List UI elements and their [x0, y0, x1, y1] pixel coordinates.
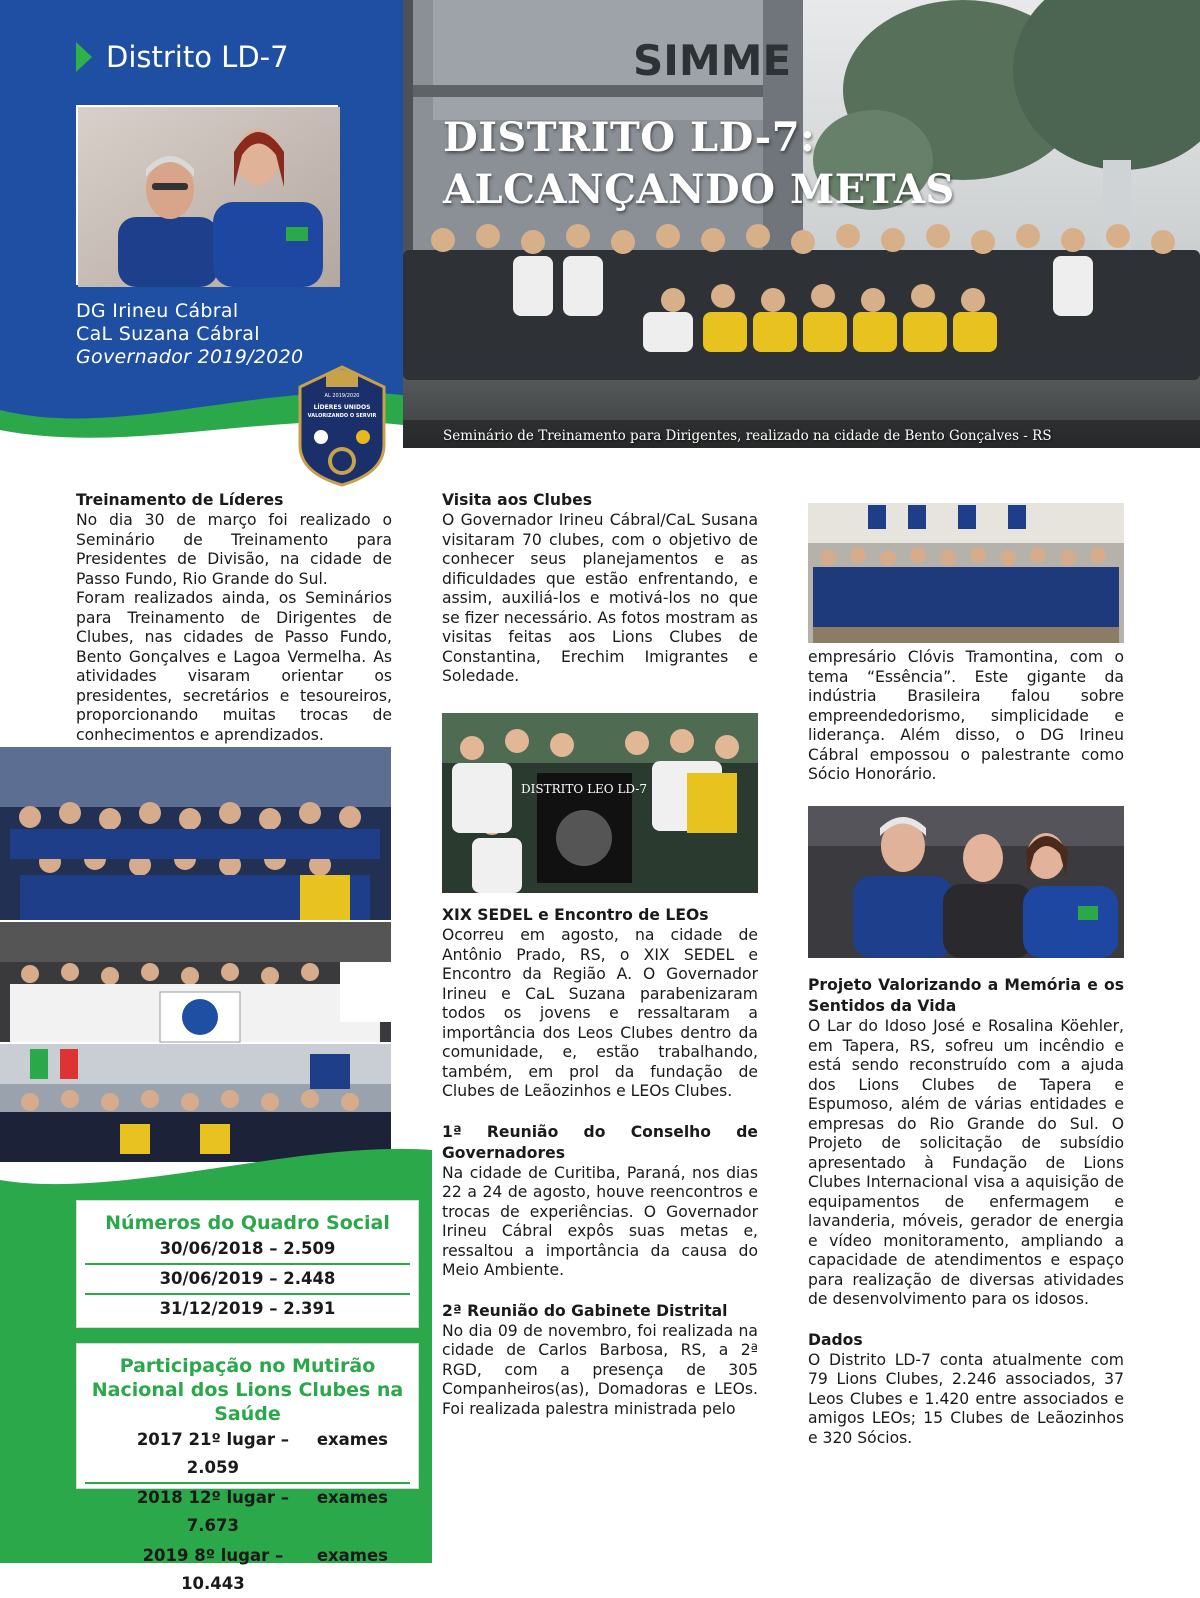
spouse-name: CaL Suzana Cábral: [76, 323, 260, 345]
hero-caption: Seminário de Treinamento para Dirigentes, realizado na cidade de Bento Gonçalves - RS: [443, 428, 1052, 444]
mutirao-row-unit: exames: [316, 1546, 388, 1565]
photo-training-group-1: [0, 747, 391, 920]
photo-training-group-2: [0, 922, 391, 1042]
quadro-social-row: 30/06/2019 – 2.448: [85, 1265, 410, 1295]
text-sedel: Ocorreu em agosto, na cidade de Antônio Prado, RS, o XIX SEDEL e Encontro da Região A. O Governador Irineu e CaL Suzana parabenizaram todos os jovens e ressaltaram a importância dos Leos Clubes dentro da comunidade, e, estão trabalhando, também, em prol da fundação de Clubes de Leãozinhos e LEOs Clubes.: [442, 926, 758, 1100]
page-title-line2: ALCANÇANDO METAS: [443, 166, 955, 213]
text-projeto: O Lar do Idoso José e Rosalina Köehler, em Tapera, RS, sofreu um incêndio e está sendo reconstruído com a ajuda dos Lions Clubes de Tapera e Espumoso, além de várias entidades e empresas do Rio Grande do Sul. O Projeto de solicitação de subsídio apresentado à Fundação de Lions Clubes Internacional visa a aquisição de equipamentos de enfermagem e lavanderia, móveis, gerador de energia e vídeo monitoramento, ampliando a capacidade de atendimentos e espaço para realização de diversas atividades de desenvolvimento para os idosos.: [808, 1017, 1124, 1308]
badge-year: AL 2019/2020: [324, 393, 360, 399]
governor-role: Governador 2019/2020: [76, 346, 304, 368]
badge-motto-1: LÍDERES UNIDOS: [313, 404, 371, 411]
text-reuniao-conselho: Na cidade de Curitiba, Paraná, nos dias 22 a 24 de agosto, houve reencontros e trocas de experiências. O Governador Irineu Cábral expôs suas metas e, ressaltou a importância da causa do Meio Ambiente.: [442, 1163, 758, 1279]
badge-motto-2: VALORIZANDO O SERVIR: [307, 413, 377, 419]
heading-reuniao-gabinete: 2ª Reunião do Gabinete Distrital: [442, 1301, 728, 1320]
quadro-social-box: [76, 1200, 419, 1328]
mutirao-row: [85, 1484, 410, 1542]
column-middle-top: [442, 490, 758, 687]
mutirao-row-label: 2017 21º lugar – 2.059: [136, 1430, 289, 1477]
governor-portrait-photo: [76, 105, 338, 285]
heading-sedel: XIX SEDEL e Encontro de LEOs: [442, 906, 709, 924]
mutirao-row: [85, 1426, 410, 1484]
mutirao-row-unit: exames: [316, 1430, 388, 1449]
mutirao-box: [76, 1343, 419, 1593]
text-palestra-continuation: empresário Clóvis Tramontina, com o tema “Essência”. Este gigante da indústria Brasileira falou sobre empreendedorismo, simplicidade e liderança. Além disso, o DG Irineu Cábral empossou o palestrante como Sócio Honorário.: [808, 648, 1124, 783]
building-sign: SIMME: [633, 36, 792, 85]
leo-banner-text: DISTRITO LEO LD-7: [521, 782, 647, 796]
quadro-social-title: Números do Quadro Social: [105, 1212, 390, 1234]
governor-name: DG Irineu Cábral: [76, 300, 239, 322]
text-treinamento-1: No dia 30 de março foi realizado o Seminário de Treinamento para Presidentes de Divisão, na cidade de Passo Fundo, Rio Grande do Sul.: [76, 511, 392, 588]
mutirao-title: Participação no Mutirão Nacional dos Lions Clubes na Saúde: [91, 1355, 404, 1425]
page-title-line1: DISTRITO LD-7:: [443, 114, 816, 161]
text-treinamento-2: Foram realizados ainda, os Seminários para Treinamento de Dirigentes de Clubes, nas cidades de Passo Fundo, Bento Gonçalves e Lagoa Vermelha. As atividades visaram orientar os presidentes, secretários e tesoureiros, proporcionando muitas trocas de conhecimentos e aprendizados.: [76, 589, 392, 744]
governor-names: [76, 300, 303, 369]
mutirao-row-label: 2019 8º lugar – 10.443: [142, 1546, 284, 1593]
heading-treinamento: Treinamento de Líderes: [76, 491, 284, 509]
column-left: [76, 490, 392, 745]
heading-projeto: Projeto Valorizando a Memória e os Sentidos da Vida: [808, 976, 1124, 1015]
mutirao-row-unit: exames: [316, 1488, 388, 1507]
mutirao-row: [85, 1542, 410, 1598]
photo-leos-banner: [442, 713, 758, 893]
column-middle-bottom: [442, 905, 758, 1419]
lions-crest-badge: [296, 365, 388, 487]
quadro-social-row: 30/06/2018 – 2.509: [85, 1235, 410, 1265]
text-visita: O Governador Irineu Cábral/CaL Susana visitaram 70 clubes, com o objetivo de conhecer seus planejamentos e as dificuldades que estão enfrentando, e assim, auxiliá-los e motivá-los no que se fizer necessário. As fotos mostram as visitas feitas aos Lions Clubes de Constantina, Erechim Imigrantes e Soledade.: [442, 511, 758, 685]
heading-dados: Dados: [808, 1330, 863, 1349]
district-label-text: Distrito LD-7: [106, 40, 289, 74]
column-right-bottom: [808, 975, 1124, 1448]
text-dados: O Distrito LD-7 conta atualmente com 79 Lions Clubes, 2.246 associados, 37 Leos Clubes e 1.420 entre associados e amigos LEOs; 15 Clubes de Leãozinhos e 320 Sócios.: [808, 1350, 1124, 1447]
district-label: [76, 40, 289, 74]
photo-honorary-member: [808, 806, 1124, 958]
heading-visita: Visita aos Clubes: [442, 491, 593, 509]
quadro-social-row: 31/12/2019 – 2.391: [159, 1299, 336, 1318]
play-arrow-icon: [76, 42, 92, 72]
heading-reuniao-conselho: 1ª Reunião do Conselho de Governadores: [442, 1122, 758, 1162]
column-right-top: [808, 648, 1124, 785]
page-title: [443, 112, 955, 216]
text-reuniao-gabinete: No dia 09 de novembro, foi realizada na cidade de Carlos Barbosa, RS, a 2ª RGD, com a presença de 305 Companheiros(as), Domadoras e LEOs. Foi realizada palestra ministrada pelo: [442, 1321, 758, 1418]
mutirao-row-label: 2018 12º lugar – 7.673: [136, 1488, 289, 1535]
hero-group-photo: [403, 0, 1200, 448]
photo-gabinete-group: [808, 503, 1124, 643]
